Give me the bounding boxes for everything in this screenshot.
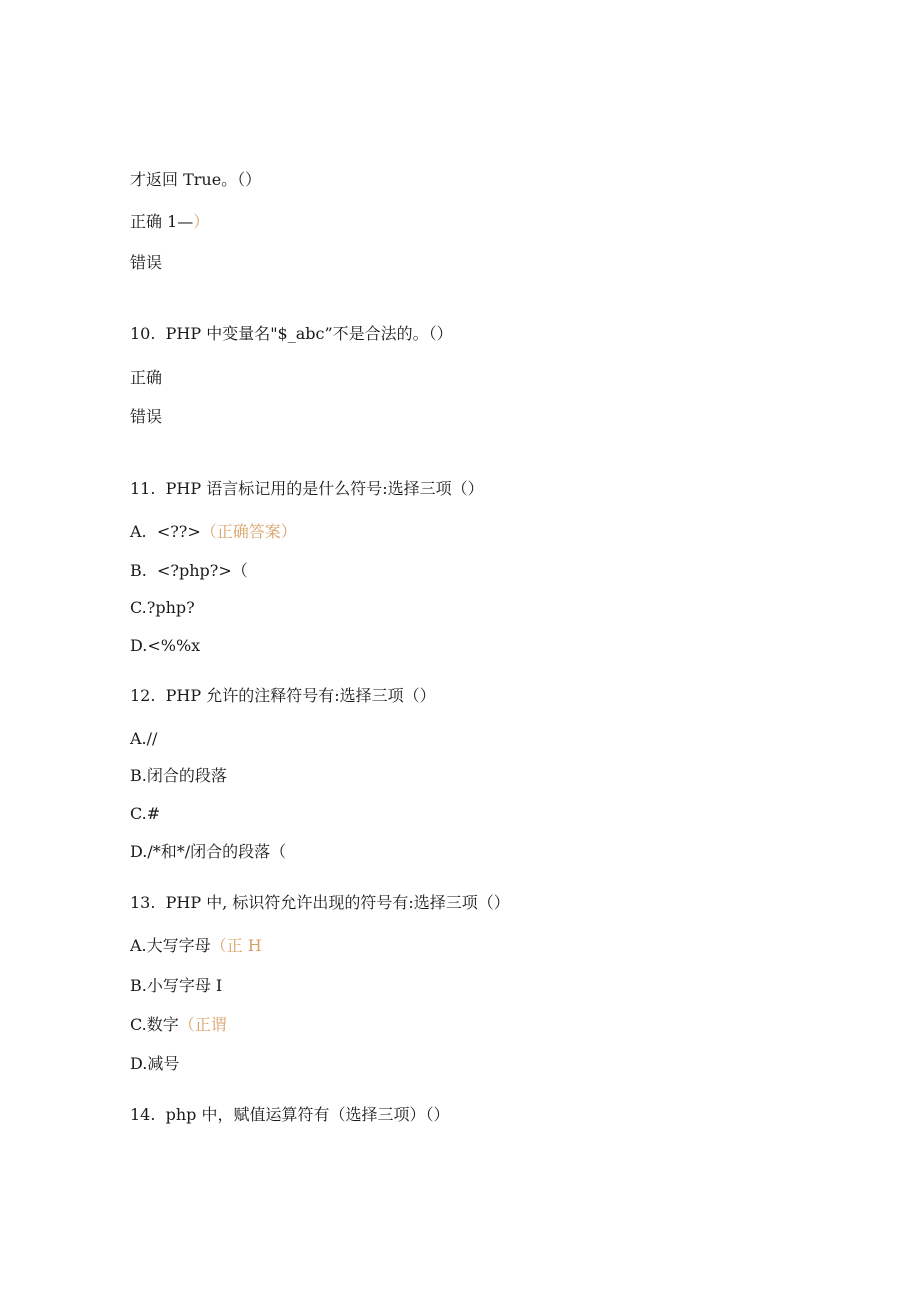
question-13: 13. PHP 中, 标识符允许出现的符号有:选择三项（） (130, 893, 510, 912)
option-d: D./*和*/闭合的段落（ (130, 842, 287, 861)
question-11: 11. PHP 语言标记用的是什么符号:选择三项（） (130, 479, 484, 498)
question-14: 14. php 中，赋值运算符有（选择三项）（） (130, 1105, 450, 1124)
option-d: D.<%%x (130, 636, 201, 655)
answer-mark: （正 H (210, 936, 262, 955)
option-a: A.大写字母（正 H (130, 936, 262, 955)
option-a: A.// (130, 729, 158, 748)
option-correct: 正确 (130, 368, 163, 387)
question-10: 10. PHP 中变量名"$_abc”不是合法的。（） (130, 324, 453, 343)
option-c: C.数字（正谓 (130, 1015, 227, 1034)
option-b: B.小写字母 I (130, 976, 223, 995)
option-c: C.# (130, 804, 161, 823)
question-12: 12. PHP 允许的注释符号有:选择三项（） (130, 686, 436, 705)
option-a: A. <??>（正确答案） (130, 522, 297, 541)
option-c: C.?php? (130, 598, 195, 617)
answer-mark: ） (193, 212, 210, 231)
answer-mark: （正谓 (178, 1015, 227, 1034)
option-b: B. <?php?>（ (130, 561, 248, 580)
option-wrong: 错误 (130, 407, 163, 426)
question-9-continuation: 才返回 True。（） (130, 170, 262, 189)
answer-mark: （正确答案） (200, 522, 297, 541)
option-b: B.闭合的段落 (130, 766, 227, 785)
option-correct: 正确 1—） (130, 212, 210, 231)
option-d: D.减号 (130, 1054, 180, 1073)
option-wrong: 错误 (130, 253, 163, 272)
